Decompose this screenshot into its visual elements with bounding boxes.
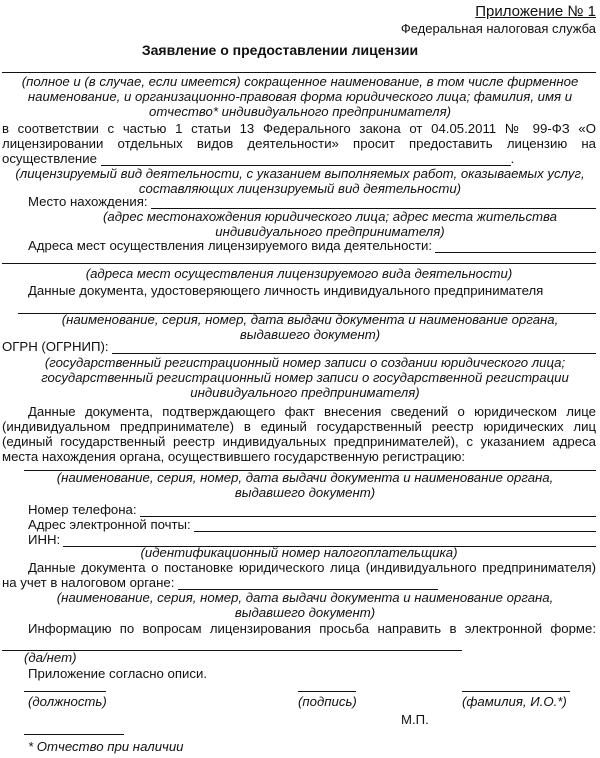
page-title: Заявление о предоставлении лицензии: [141, 42, 419, 58]
law-paragraph: в соответствии с частью 1 статьи 13 Федерального закона от 04.05.2011 № 99-ФЗ «О лицензировании отдельных видов деятельности» просит предоставить лицензию на осуществление .: [2, 121, 596, 166]
places-field[interactable]: [435, 240, 596, 253]
email-pref-paragraph: [2, 621, 596, 651]
phone-label: Номер телефона:: [28, 502, 137, 517]
footnote: * Отчество при наличии: [28, 739, 184, 754]
ogrn-label: ОГРН (ОГРНИП):: [2, 339, 109, 354]
inn-label: ИНН:: [28, 532, 61, 547]
tax-text: Данные документа о постановке юридического лица (индивидуального предпринимателя) на учет в налоговом органе:: [2, 560, 596, 590]
id-doc-caption: (наименование, серия, номер, дата выдачи документа и наименование органа, выдавшего документ): [61, 312, 559, 342]
ogrn-caption: (государственный регистрационный номер записи о создании юридического лица; государственный регистрационный номер записи о государственной регистрации индивидуального предпринимателя): [41, 355, 569, 400]
location-row: [28, 194, 596, 209]
authority-name: Федеральная налоговая служба: [400, 21, 596, 36]
location-caption: (адрес местонахождения юридического лица; адрес места жительства индивидуального предпринимателя): [103, 209, 557, 239]
position-caption: (должность): [28, 694, 107, 709]
annex-number: Приложение № 1: [475, 3, 596, 20]
tax-paragraph: [2, 560, 596, 590]
places-caption: (адреса мест осуществления лицензируемого вида деятельности): [85, 266, 513, 281]
tax-caption: (наименование, серия, номер, дата выдачи документа и наименование органа, выдавшего документ): [56, 590, 554, 620]
activity-caption: (лицензируемый вид деятельности, с указанием выполняемых работ, оказываемых услуг, составляющих лицензируемый вид деятельности): [15, 166, 585, 196]
footnote-rule: [24, 733, 124, 735]
location-field[interactable]: [151, 196, 596, 209]
law-text: в соответствии с частью 1 статьи 13 Федерального закона от 04.05.2011 № 99-ФЗ «О лицензировании отдельных видов деятельности» просит предоставить лицензию на осуществление: [2, 121, 596, 166]
ogrn-field[interactable]: [112, 341, 596, 354]
activity-field-start[interactable]: [101, 153, 511, 166]
email-row: [28, 517, 596, 532]
places-line[interactable]: [2, 262, 596, 264]
phone-field[interactable]: [140, 504, 596, 517]
email-pref-text: Информацию по вопросам лицензирования просьба направить в электронной форме:: [28, 621, 596, 636]
id-doc-label: Данные документа, удостоверяющего личность индивидуального предпринимателя: [28, 283, 544, 298]
position-line[interactable]: [24, 690, 106, 692]
inn-caption: (идентификационный номер налогоплательщика): [140, 545, 458, 560]
yes-no-caption: (да/нет): [24, 650, 77, 665]
stamp-label: М.П.: [401, 712, 429, 727]
email-label: Адрес электронной почты:: [28, 517, 191, 532]
places-label: Адреса мест осуществления лицензируемого вида деятельности:: [28, 238, 433, 253]
signature-line[interactable]: [298, 690, 356, 692]
name-caption: (фамилия, И.О.*): [462, 694, 567, 709]
applicant-name-line[interactable]: [2, 71, 596, 73]
places-row: [28, 238, 596, 253]
egr-caption: (наименование, серия, номер, дата выдачи документа и наименование органа, выдавшего документ): [56, 470, 554, 500]
phone-row: [28, 502, 596, 517]
location-label: Место нахождения:: [28, 194, 148, 209]
inventory-note: Приложение согласно описи.: [28, 666, 207, 681]
ogrn-row: [2, 339, 596, 354]
applicant-caption: (полное и (в случае, если имеется) сокращенное наименование, в том числе фирменное наименование, и организационно-правовая форма юридического лица; фамилия, имя и отчество* индивидуального предпринимателя): [21, 74, 579, 119]
tax-field[interactable]: [178, 577, 438, 590]
email-field[interactable]: [194, 519, 596, 532]
egr-paragraph: Данные документа, подтверждающего факт внесения сведений о юридическом лице (индивидуальном предпринимателе) в единый государственный реестр юридических лиц (единый государственный реестр индивидуальных предпринимателей), с указанием адреса места нахождения органа, осуществившего государственную регистрацию:: [2, 404, 596, 464]
name-line[interactable]: [462, 690, 570, 692]
signature-caption: (подпись): [298, 694, 357, 709]
